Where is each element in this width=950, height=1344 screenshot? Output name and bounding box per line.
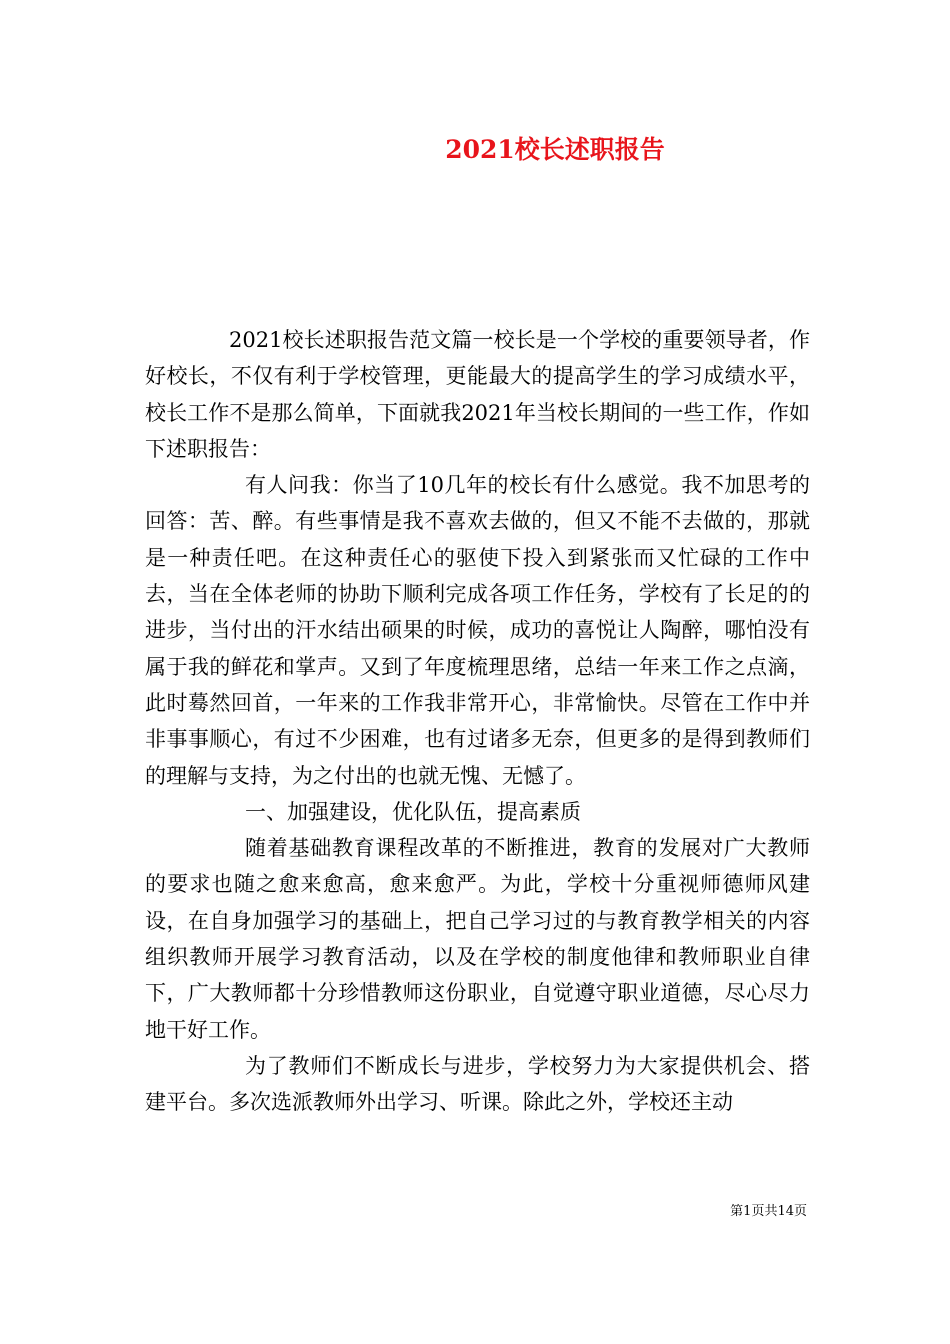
- document-title: 2021校长述职报告: [445, 135, 665, 164]
- paragraph-intro: 2021校长述职报告范文篇一校长是一个学校的重要领导者，作好校长，不仅有利于学校管理，更能最大的提高学生的学习成绩水平，校长工作不是那么简单，下面就我2021年当校长期间的一些工作，作如下述职报告：: [145, 328, 810, 461]
- paragraph-teacher-growth: 为了教师们不断成长与进步，学校努力为大家提供机会、搭建平台。多次选派教师外出学习、听课。除此之外，学校还主动: [145, 1053, 810, 1115]
- page-number: 第1页共14页: [730, 1204, 807, 1219]
- section-heading: 一、加强建设，优化队伍，提高素质: [245, 799, 581, 824]
- document-body: [145, 322, 810, 1121]
- paragraph-feeling: 有人问我：你当了10几年的校长有什么感觉。我不加思考的回答：苦、醉。有些事情是我不喜欢去做的，但又不能不去做的，那就是一种责任吧。在这种责任心的驱使下投入到紧张而又忙碌的工作中去，当在全体老师的协助下顺利完成各项工作任务，学校有了长足的的进步，当付出的汗水结出硕果的时候，成功的喜悦让人陶醉，哪怕没有属于我的鲜花和掌声。又到了年度梳理思绪，总结一年来工作之点滴，此时蓦然回首，一年来的工作我非常开心，非常愉快。尽管在工作中并非事事顺心，有过不少困难，也有过诸多无奈，但更多的是得到教师们的理解与支持，为之付出的也就无愧、无憾了。: [145, 473, 810, 788]
- paragraph-teacher-ethics: 随着基础教育课程改革的不断推进，教育的发展对广大教师的要求也随之愈来愈高，愈来愈严。为此，学校十分重视师德师风建设，在自身加强学习的基础上，把自己学习过的与教育教学相关的内容组织教师开展学习教育活动，以及在学校的制度他律和教师职业自律下，广大教师都十分珍惜教师这份职业，自觉遵守职业道德，尽心尽力地干好工作。: [145, 836, 810, 1042]
